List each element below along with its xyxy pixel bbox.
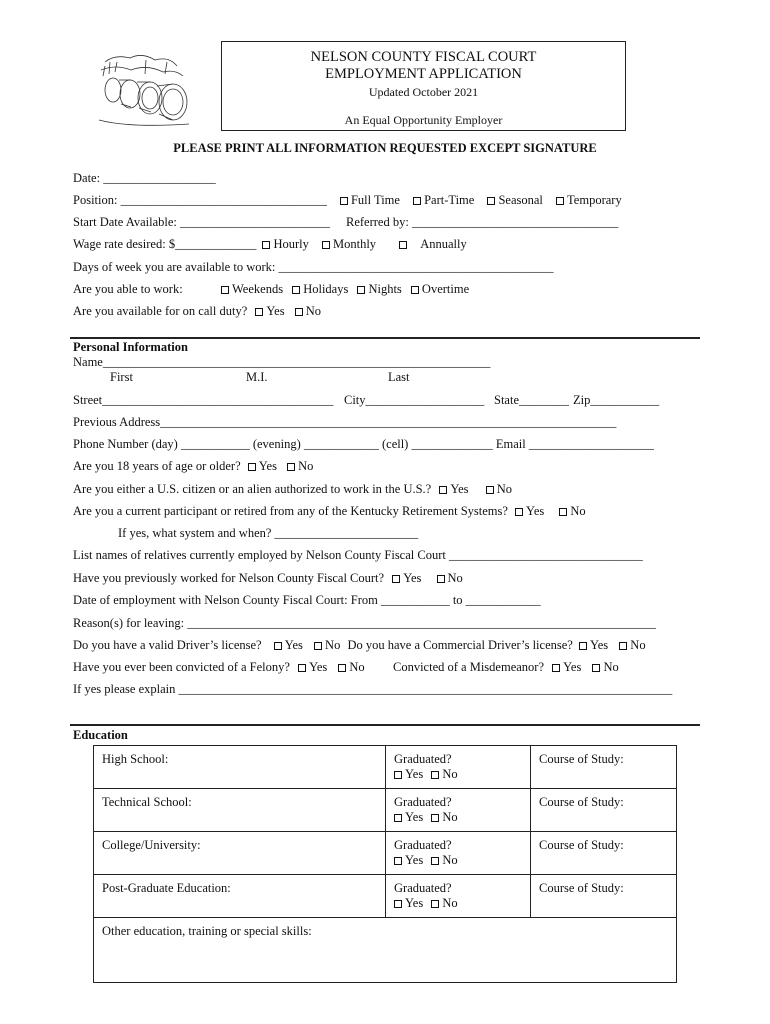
full-time-checkbox[interactable] <box>340 197 348 205</box>
cdl-question: Do you have a Commercial Driver’s license? <box>347 638 573 652</box>
misdemeanor-no-label: No <box>603 660 619 674</box>
weekends-label: Weekends <box>232 282 284 296</box>
annually-checkbox[interactable] <box>399 241 407 249</box>
able-to-work-options <box>221 282 469 297</box>
holidays-label: Holidays <box>303 282 349 296</box>
previously-worked-question: Have you previously worked for Nelson County Fiscal Court? <box>73 571 385 585</box>
citizen-row <box>73 482 512 497</box>
able-to-work-label: Are you able to work: <box>73 282 183 296</box>
overtime-checkbox[interactable] <box>411 286 419 294</box>
course-cell[interactable] <box>531 746 677 789</box>
age-no-checkbox[interactable] <box>287 463 295 471</box>
course-label: Course of Study: <box>539 752 624 766</box>
annually-label: Annually <box>420 237 467 251</box>
graduated-label: Graduated? <box>394 881 452 895</box>
high-school-label: High School: <box>102 752 169 766</box>
course-cell[interactable] <box>531 789 677 832</box>
seasonal-label: Seasonal <box>498 193 543 207</box>
felony-no-checkbox[interactable] <box>338 664 346 672</box>
license-row <box>73 638 646 653</box>
post-graduate-label: Post-Graduate Education: <box>102 881 231 895</box>
full-time-label: Full Time <box>350 193 400 207</box>
cdl-no-label: No <box>630 638 646 652</box>
table-row <box>94 746 677 789</box>
license-yes-checkbox[interactable] <box>274 642 282 650</box>
name-field[interactable]: Name______________________________________________________________ <box>73 355 491 369</box>
wage-row <box>73 237 467 252</box>
monthly-label: Monthly <box>333 237 377 251</box>
citizen-no-checkbox[interactable] <box>486 486 494 494</box>
tech-yes-label: Yes <box>405 810 424 824</box>
graduated-cell <box>386 746 531 789</box>
retirement-question: Are you a current participant or retired from any of the Kentucky Retirement Systems? <box>73 504 508 518</box>
previously-worked-row <box>73 571 463 586</box>
college-no-checkbox[interactable] <box>431 857 439 865</box>
felony-yes-checkbox[interactable] <box>298 664 306 672</box>
citizen-question: Are you either a U.S. citizen or an alien authorized to work in the U.S.? <box>73 482 432 496</box>
tech-yes-checkbox[interactable] <box>394 814 402 822</box>
position-row <box>73 193 622 208</box>
wage-field[interactable]: Wage rate desired: $_____________ <box>73 237 257 251</box>
graduated-label: Graduated? <box>394 838 452 852</box>
phone-email-field[interactable]: Phone Number (day) ___________ (evening) ____________ (cell) _____________ Email ____________________ <box>73 437 654 451</box>
divider <box>70 337 700 339</box>
on-call-row <box>73 304 321 319</box>
other-education-label: Other education, training or special skills: <box>102 924 312 938</box>
college-label: College/University: <box>102 838 201 852</box>
date-field[interactable]: Date: __________________ <box>73 171 216 185</box>
graduated-cell <box>386 875 531 918</box>
tech-no-label: No <box>442 810 458 824</box>
hourly-label: Hourly <box>273 237 309 251</box>
nights-label: Nights <box>368 282 402 296</box>
days-available-field[interactable]: Days of week you are available to work: ____________________________________________ <box>73 260 554 274</box>
retirement-yes-label: Yes <box>526 504 545 518</box>
hs-no-label: No <box>442 767 458 781</box>
graduated-cell <box>386 832 531 875</box>
felony-question: Have you ever been convicted of a Felony? <box>73 660 290 674</box>
table-row <box>94 789 677 832</box>
cdl-no-checkbox[interactable] <box>619 642 627 650</box>
school-cell[interactable] <box>94 746 386 789</box>
cdl-yes-checkbox[interactable] <box>579 642 587 650</box>
header-box <box>221 41 626 131</box>
position-field[interactable]: Position: _________________________________ <box>73 193 327 207</box>
course-label: Course of Study: <box>539 881 624 895</box>
city-field[interactable]: City___________________ <box>344 393 485 407</box>
hourly-checkbox[interactable] <box>262 241 270 249</box>
hs-yes-label: Yes <box>405 767 424 781</box>
graduated-cell <box>386 789 531 832</box>
instructions: PLEASE PRINT ALL INFORMATION REQUESTED EXCEPT SIGNATURE <box>173 141 597 155</box>
barrel-logo <box>95 50 195 130</box>
on-call-yes-checkbox[interactable] <box>255 308 263 316</box>
nights-checkbox[interactable] <box>357 286 365 294</box>
holidays-checkbox[interactable] <box>292 286 300 294</box>
first-name-label: First <box>110 370 133 384</box>
previously-worked-yes-checkbox[interactable] <box>392 575 400 583</box>
drivers-license-question: Do you have a valid Driver’s license? <box>73 638 262 652</box>
age-yes-label: Yes <box>258 459 277 473</box>
overtime-label: Overtime <box>421 282 470 296</box>
table-row <box>94 832 677 875</box>
weekends-checkbox[interactable] <box>221 286 229 294</box>
mi-label: M.I. <box>246 370 268 384</box>
education-table <box>93 745 677 983</box>
college-yes-label: Yes <box>405 853 424 867</box>
system-when-field[interactable]: If yes, what system and when? _______________________ <box>118 526 419 540</box>
form-title: NELSON COUNTY FISCAL COURT <box>310 49 537 65</box>
college-no-label: No <box>442 853 458 867</box>
hs-no-checkbox[interactable] <box>431 771 439 779</box>
divider <box>70 724 700 726</box>
retirement-no-checkbox[interactable] <box>559 508 567 516</box>
zip-field[interactable]: Zip___________ <box>573 393 660 407</box>
retirement-no-label: No <box>570 504 586 518</box>
education-heading: Education <box>73 728 128 742</box>
tech-no-checkbox[interactable] <box>431 814 439 822</box>
previous-address-field[interactable]: Previous Address_________________________________________________________________________ <box>73 415 617 429</box>
previously-worked-yes-label: Yes <box>403 571 422 585</box>
on-call-yes-label: Yes <box>266 304 285 318</box>
license-no-checkbox[interactable] <box>314 642 322 650</box>
college-yes-checkbox[interactable] <box>394 857 402 865</box>
license-yes-label: Yes <box>284 638 303 652</box>
school-cell[interactable] <box>94 875 386 918</box>
age-question: Are you 18 years of age or older? <box>73 459 241 473</box>
course-cell[interactable] <box>531 832 677 875</box>
citizen-yes-label: Yes <box>450 482 469 496</box>
felony-no-label: No <box>349 660 365 674</box>
course-label: Course of Study: <box>539 795 624 809</box>
updated-date: Updated October 2021 <box>368 85 479 99</box>
part-time-checkbox[interactable] <box>413 197 421 205</box>
table-row <box>94 875 677 918</box>
graduated-label: Graduated? <box>394 795 452 809</box>
part-time-label: Part-Time <box>424 193 475 207</box>
age-row <box>73 459 313 474</box>
felony-yes-label: Yes <box>309 660 328 674</box>
postgrad-yes-checkbox[interactable] <box>394 900 402 908</box>
other-education-cell[interactable] <box>94 918 677 983</box>
on-call-no-checkbox[interactable] <box>295 308 303 316</box>
last-name-label: Last <box>388 370 410 384</box>
felony-row <box>73 660 365 675</box>
license-no-label: No <box>325 638 341 652</box>
graduated-label: Graduated? <box>394 752 452 766</box>
relatives-field[interactable]: List names of relatives currently employed by Nelson County Fiscal Court _______________________________ <box>73 548 643 562</box>
referred-by-field[interactable]: Referred by: _________________________________ <box>346 215 619 229</box>
on-call-no-label: No <box>305 304 321 318</box>
citizen-no-label: No <box>496 482 512 496</box>
retirement-row <box>73 504 586 519</box>
personal-info-heading: Personal Information <box>73 340 188 354</box>
technical-school-label: Technical School: <box>102 795 192 809</box>
street-field[interactable]: Street_____________________________________ <box>73 393 334 407</box>
seasonal-checkbox[interactable] <box>487 197 495 205</box>
course-cell[interactable] <box>531 875 677 918</box>
eoe-statement: An Equal Opportunity Employer <box>344 113 503 127</box>
age-no-label: No <box>298 459 314 473</box>
previously-worked-no-label: No <box>447 571 463 585</box>
previously-worked-no-checkbox[interactable] <box>437 575 445 583</box>
on-call-question: Are you available for on call duty? <box>73 304 248 318</box>
citizen-yes-checkbox[interactable] <box>439 486 447 494</box>
temporary-label: Temporary <box>567 193 622 207</box>
temporary-checkbox[interactable] <box>556 197 564 205</box>
misdemeanor-yes-label: Yes <box>563 660 582 674</box>
form-subtitle: EMPLOYMENT APPLICATION <box>325 66 522 82</box>
state-field[interactable]: State________ <box>494 393 569 407</box>
hs-yes-checkbox[interactable] <box>394 771 402 779</box>
table-row <box>94 918 677 983</box>
reasons-leaving-field[interactable]: Reason(s) for leaving: ___________________________________________________________________________ <box>73 616 656 630</box>
school-cell[interactable] <box>94 832 386 875</box>
postgrad-no-label: No <box>442 896 458 910</box>
start-date-field[interactable]: Start Date Available: ________________________ <box>73 215 331 229</box>
date-employment-field[interactable]: Date of employment with Nelson County Fiscal Court: From ___________ to ____________ <box>73 593 541 607</box>
postgrad-yes-label: Yes <box>405 896 424 910</box>
course-label: Course of Study: <box>539 838 624 852</box>
postgrad-no-checkbox[interactable] <box>431 900 439 908</box>
cdl-yes-label: Yes <box>589 638 609 652</box>
misdemeanor-no-checkbox[interactable] <box>592 664 600 672</box>
retirement-yes-checkbox[interactable] <box>515 508 523 516</box>
explain-field[interactable]: If yes please explain _______________________________________________________________________________ <box>73 682 673 696</box>
misdemeanor-yes-checkbox[interactable] <box>552 664 560 672</box>
school-cell[interactable] <box>94 789 386 832</box>
misdemeanor-question: Convicted of a Misdemeanor? <box>393 660 544 674</box>
misdemeanor-row <box>393 660 619 675</box>
monthly-checkbox[interactable] <box>322 241 330 249</box>
age-yes-checkbox[interactable] <box>248 463 256 471</box>
